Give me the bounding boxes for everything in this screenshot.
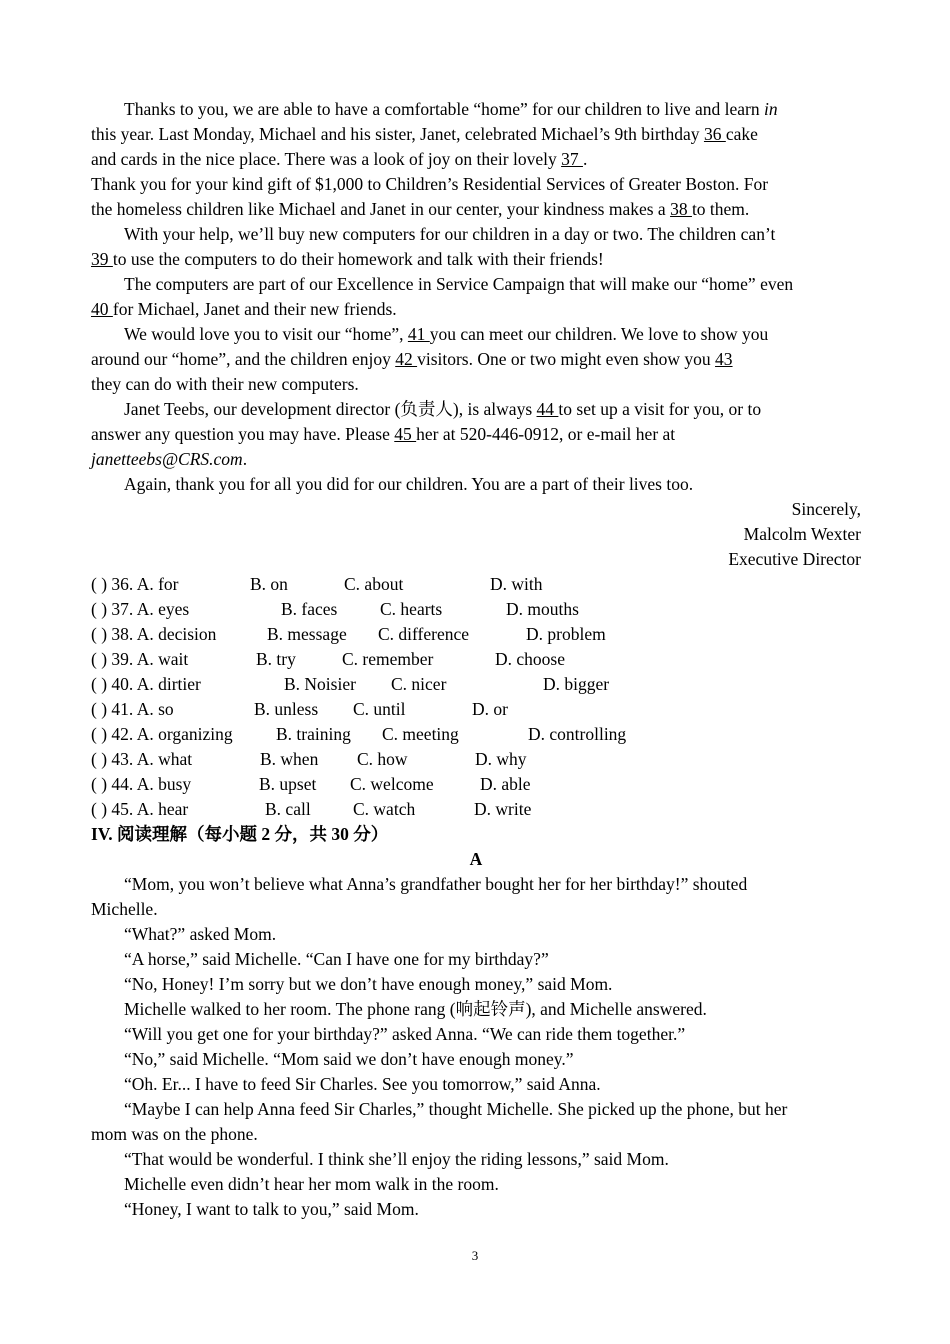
text: Janet Teebs, our development director (负责人), is always [124, 399, 537, 419]
letter-line: they can do with their new computers. [91, 374, 359, 394]
question-option-b: B. faces [281, 599, 338, 619]
story-line: “That would be wonderful. I think she’ll enjoy the riding lessons,” said Mom. [124, 1149, 669, 1169]
letter-line [91, 97, 861, 122]
question-row [91, 622, 861, 647]
story-line: Michelle even didn’t hear her mom walk in the room. [124, 1174, 499, 1194]
story-line: “Mom, you won’t believe what Anna’s grandfather bought her for her birthday!” shouted [124, 874, 748, 894]
italic-text: in [763, 99, 778, 119]
blank-44: 44 [536, 399, 559, 419]
question-list [91, 572, 861, 822]
question-row [91, 672, 861, 697]
letter-line [91, 122, 861, 147]
question-option-a: ( ) 36. A. for [91, 574, 179, 594]
blank-43: 43 [715, 349, 733, 369]
question-option-c: C. difference [378, 624, 470, 644]
question-option-c: C. nicer [391, 674, 447, 694]
question-option-d: D. controlling [528, 724, 627, 744]
text: and cards in the nice place. There was a look of joy on their lovely [91, 149, 562, 169]
question-row [91, 597, 861, 622]
part-label: A [469, 849, 483, 869]
question-row [91, 572, 861, 597]
question-option-a: ( ) 43. A. what [91, 749, 193, 769]
letter-line [91, 197, 861, 222]
story [91, 872, 861, 1222]
blank-41: 41 [407, 324, 430, 344]
signer-name: Malcolm Wexter [743, 524, 861, 544]
question-option-c: C. remember [342, 649, 434, 669]
question-option-d: D. able [480, 774, 531, 794]
text: visitors. One or two might even show you [417, 349, 716, 369]
question-row [91, 797, 861, 822]
question-row [91, 772, 861, 797]
question-option-c: C. hearts [380, 599, 443, 619]
story-line: mom was on the phone. [91, 1124, 258, 1144]
question-option-b: B. when [260, 749, 319, 769]
question-option-d: D. bigger [543, 674, 610, 694]
text: . [582, 149, 588, 169]
text: this year. Last Monday, Michael and his sister, Janet, celebrated Michael’s 9th birthday [91, 124, 704, 144]
question-option-a: ( ) 40. A. dirtier [91, 674, 201, 694]
blank-42: 42 [395, 349, 418, 369]
text: the homeless children like Michael and Janet in our center, your kindness makes a [91, 199, 671, 219]
question-option-c: C. until [353, 699, 406, 719]
question-row [91, 647, 861, 672]
text: Thanks to you, we are able to have a comfortable “home” for our children to live and learn [124, 99, 764, 119]
story-line: Michelle walked to her room. The phone rang (响起铃声), and Michelle answered. [124, 999, 707, 1019]
text: to set up a visit for you, or to [558, 399, 762, 419]
text: answer any question you may have. Please [91, 424, 395, 444]
question-option-c: C. how [357, 749, 408, 769]
letter-line: The computers are part of our Excellence in Service Campaign that will make our “home” even [124, 274, 794, 294]
blank-37: 37 [561, 149, 583, 169]
text: her at 520-446-0912, or e-mail her at [416, 424, 676, 444]
text: around our “home”, and the children enjoy [91, 349, 396, 369]
question-option-b: B. upset [259, 774, 317, 794]
story-line: “Maybe I can help Anna feed Sir Charles,” thought Michelle. She picked up the phone, but her [124, 1099, 788, 1119]
blank-40: 40 [91, 299, 113, 319]
letter-line: Thank you for your kind gift of $1,000 to Children’s Residential Services of Greater Boston. For [91, 174, 769, 194]
letter-line [91, 297, 861, 322]
text: We would love you to visit our “home”, [124, 324, 408, 344]
question-option-b: B. unless [254, 699, 319, 719]
letter-line: With your help, we’ll buy new computers for our children in a day or two. The children can’t [124, 224, 776, 244]
question-option-d: D. mouths [506, 599, 579, 619]
question-row [91, 697, 861, 722]
letter-line [91, 447, 861, 472]
letter-line [91, 147, 861, 172]
question-option-c: C. meeting [382, 724, 459, 744]
question-option-a: ( ) 44. A. busy [91, 774, 192, 794]
question-option-a: ( ) 45. A. hear [91, 799, 189, 819]
question-option-a: ( ) 42. A. organizing [91, 724, 233, 744]
question-option-b: B. Noisier [284, 674, 356, 694]
text: you can meet our children. We love to show you [429, 324, 769, 344]
letter-line [91, 247, 861, 272]
question-option-d: D. why [475, 749, 527, 769]
question-row [91, 747, 861, 772]
email-address: janetteebs@CRS.com [91, 449, 243, 469]
section-heading: IV. 阅读理解（每小题 2 分，共 30 分） [91, 824, 389, 844]
question-option-b: B. on [250, 574, 288, 594]
question-option-c: C. welcome [350, 774, 434, 794]
question-option-a: ( ) 41. A. so [91, 699, 174, 719]
text: cake [725, 124, 758, 144]
closing: Sincerely, [791, 499, 861, 519]
blank-39: 39 [91, 249, 113, 269]
text: . [242, 449, 248, 469]
text: for Michael, Janet and their new friends. [112, 299, 397, 319]
question-option-d: D. or [472, 699, 508, 719]
blank-36: 36 [703, 124, 726, 144]
page-number: 3 [471, 1248, 479, 1263]
letter-line [91, 397, 861, 422]
question-option-b: B. message [267, 624, 347, 644]
signer-title: Executive Director [728, 549, 861, 569]
story-line: “What?” asked Mom. [124, 924, 277, 944]
story-line: “Honey, I want to talk to you,” said Mom. [124, 1199, 419, 1219]
question-option-a: ( ) 39. A. wait [91, 649, 189, 669]
question-option-b: B. training [276, 724, 351, 744]
blank-45: 45 [394, 424, 417, 444]
letter-line [91, 322, 861, 347]
question-option-d: D. with [490, 574, 543, 594]
question-row [91, 722, 861, 747]
question-option-c: C. about [344, 574, 404, 594]
document-page [91, 97, 861, 1222]
question-option-d: D. problem [526, 624, 606, 644]
story-line: “No,” said Michelle. “Mom said we don’t have enough money.” [124, 1049, 574, 1069]
letter-line [91, 422, 861, 447]
text: to use the computers to do their homework and talk with their friends! [112, 249, 604, 269]
story-line: “A horse,” said Michelle. “Can I have one for my birthday?” [124, 949, 549, 969]
question-option-a: ( ) 38. A. decision [91, 624, 217, 644]
question-option-c: C. watch [353, 799, 416, 819]
text: to them. [691, 199, 750, 219]
blank-38: 38 [670, 199, 692, 219]
story-line: “Will you get one for your birthday?” asked Anna. “We can ride them together.” [124, 1024, 686, 1044]
story-line: “Oh. Er... I have to feed Sir Charles. See you tomorrow,” said Anna. [124, 1074, 601, 1094]
story-line: “No, Honey! I’m sorry but we don’t have enough money,” said Mom. [124, 974, 613, 994]
letter-line: Again, thank you for all you did for our children. You are a part of their lives too. [124, 474, 694, 494]
question-option-b: B. call [265, 799, 311, 819]
letter-line [91, 347, 861, 372]
question-option-d: D. write [474, 799, 532, 819]
story-line: Michelle. [91, 899, 158, 919]
question-option-a: ( ) 37. A. eyes [91, 599, 190, 619]
question-option-b: B. try [256, 649, 296, 669]
question-option-d: D. choose [495, 649, 565, 669]
